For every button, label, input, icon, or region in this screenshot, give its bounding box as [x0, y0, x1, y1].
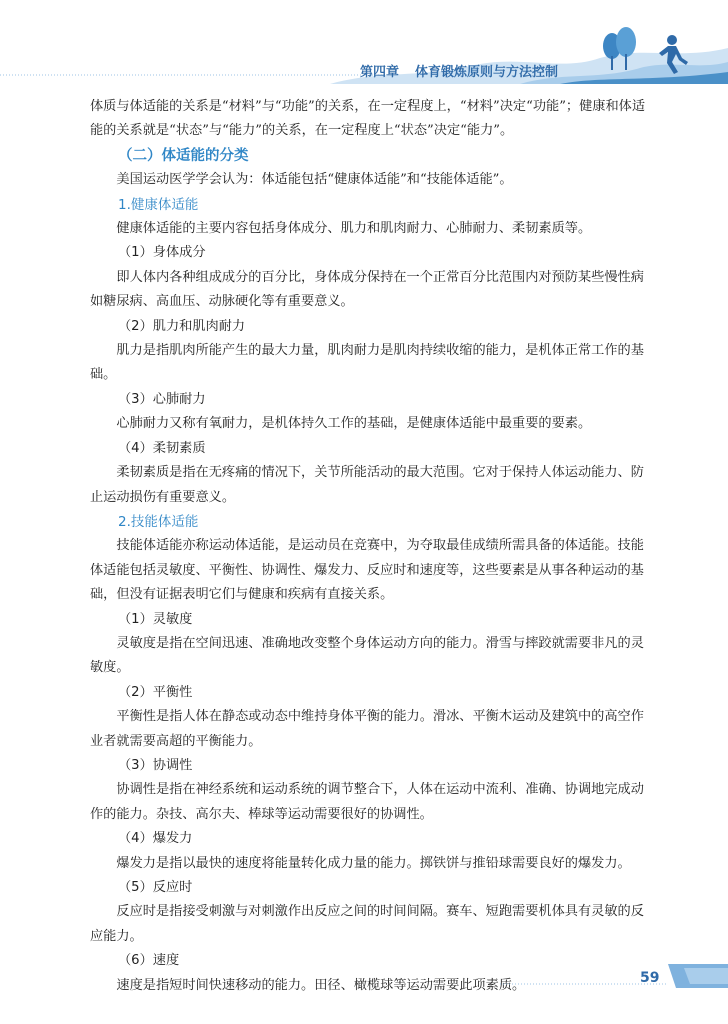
agility-paragraph: 灵敏度是指在空间迅速、准确地改变整个身体运动方向的能力。滑雪与摔跤就需要非凡的灵敏度。: [90, 635, 644, 676]
item-heading-power: （4）爆发力: [118, 831, 193, 847]
health-paragraph: 健康体适能的主要内容包括身体成分、肌力和肌肉耐力、心肺耐力、柔韧素质等。: [116, 221, 592, 237]
acsm-paragraph: 美国运动医学学会认为：体适能包括“健康体适能”和“技能体适能”。: [116, 172, 513, 188]
footer-decoration: [0, 962, 728, 1002]
item-heading-body-composition: （1）身体成分: [118, 245, 206, 261]
page-footer: [0, 962, 728, 1002]
item-heading-cardio: （3）心肺耐力: [118, 391, 206, 407]
item-heading-speed: （6）速度: [118, 953, 180, 969]
subsection-heading-skill: 2.技能体适能: [118, 513, 199, 530]
power-paragraph: 爆发力是指以最快的速度将能量转化成力量的能力。掷铁饼与推铅球需要良好的爆发力。: [116, 855, 631, 871]
item-heading-flexibility: （4）柔韧素质: [118, 440, 206, 456]
balance-paragraph: 平衡性是指人体在静态或动态中维持身体平衡的能力。滑冰、平衡木运动及建筑中的高空作业者就需要高超的平衡能力。: [90, 709, 644, 749]
item-heading-reaction: （5）反应时: [118, 880, 193, 895]
intro-paragraph: 体质与体适能的关系是“材料”与“功能”的关系，在一定程度上，“材料”决定“功能”；健康和体适能的关系就是“状态”与“能力”的关系，在一定程度上“状态”决定“能力”。: [90, 99, 646, 139]
skill-paragraph: 技能体适能亦称运动体适能，是运动员在竞赛中，为夺取最佳成绩所需具备的体适能。技能体适能包括灵敏度、平衡性、协调性、爆发力、反应时和速度等，这些要素是从事各种运动的基础，但没有证据表明它们与健康和疾病有直接关系。: [90, 538, 644, 603]
item-heading-coordination: （3）协调性: [118, 757, 193, 773]
body-composition-paragraph: 即人体内各种组成成分的百分比，身体成分保持在一个正常百分比范围内对预防某些慢性病如糖尿病、高血压、动脉硬化等有重要意义。: [90, 269, 644, 310]
speed-paragraph: 速度是指短时间快速移动的能力。田径、橄榄球等运动需要此项素质。: [116, 977, 526, 993]
flexibility-paragraph: 柔韧素质是指在无疼痛的情况下，关节所能活动的最大范围。它对于保持人体运动能力、防止运动损伤有重要意义。: [90, 465, 644, 505]
page-content: [90, 95, 650, 998]
chapter-title: 体育锻炼原则与方法控制: [415, 65, 559, 80]
page-number: 59: [640, 970, 660, 986]
cardio-paragraph: 心肺耐力又称有氧耐力，是机体持久工作的基础，是健康体适能中最重要的要素。: [116, 416, 592, 432]
subsection-heading-health: 1.健康体适能: [118, 196, 199, 213]
reaction-paragraph: 反应时是指接受刺激与对刺激作出反应之间的时间间隔。赛车、短跑需要机体具有灵敏的反应能力。: [90, 904, 644, 944]
page-header: [0, 0, 728, 86]
section-heading-classification: （二）体适能的分类: [118, 147, 249, 164]
chapter-heading: [360, 61, 558, 80]
coordination-paragraph: 协调性是指在神经系统和运动系统的调节整合下，人体在运动中流利、准确、协调地完成动作的能力。杂技、高尔夫、棒球等运动需要很好的协调性。: [90, 782, 644, 822]
chapter-label: 第四章: [360, 65, 400, 80]
strength-paragraph: 肌力是指肌肉所能产生的最大力量，肌肉耐力是肌肉持续收缩的能力，是机体正常工作的基础。: [90, 343, 644, 383]
item-heading-balance: （2）平衡性: [118, 684, 193, 700]
item-heading-strength: （2）肌力和肌肉耐力: [118, 318, 246, 334]
item-heading-agility: （1）灵敏度: [118, 611, 193, 627]
